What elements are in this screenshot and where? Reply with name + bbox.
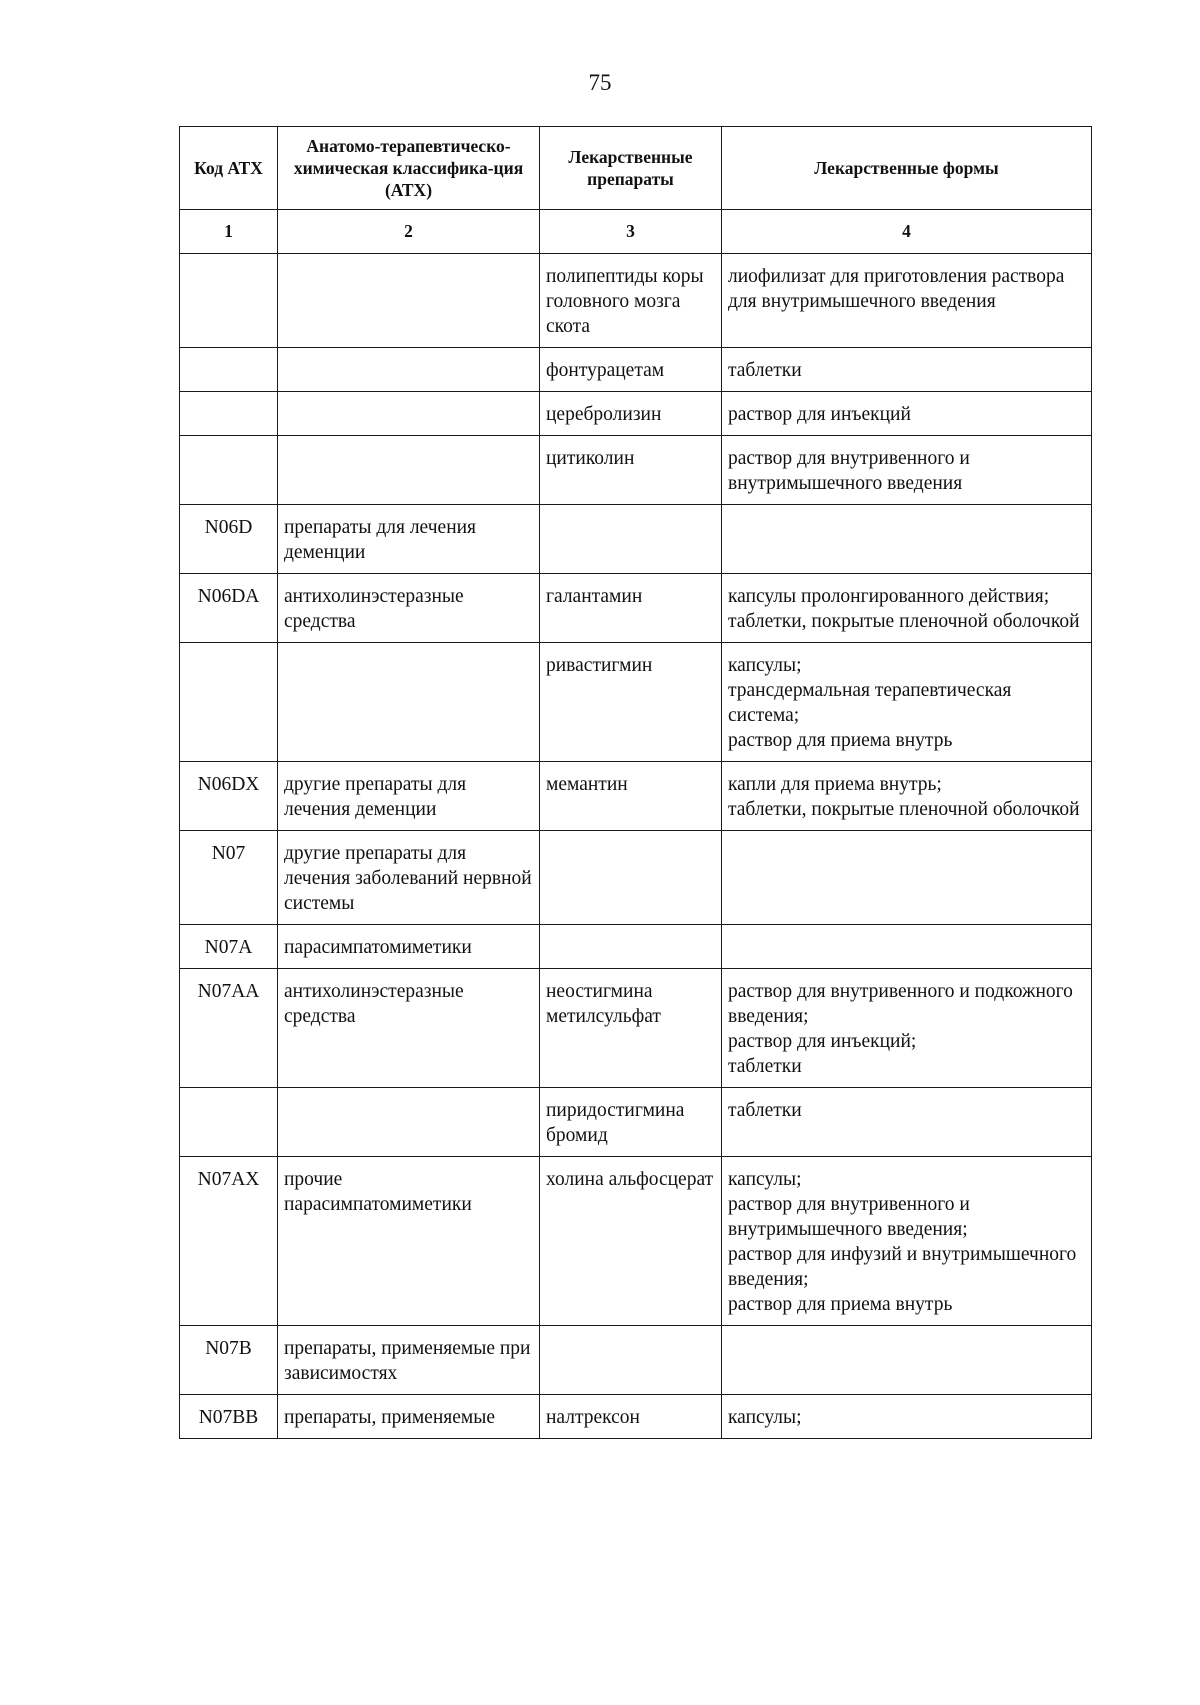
drug-cell: церебролизин (540, 392, 722, 436)
table-row (180, 1395, 1092, 1439)
dosage-forms-cell (722, 925, 1092, 969)
dosage-form-line: таблетки, покрытые пленочной оболочкой (728, 611, 1080, 632)
atx-code-cell: N07BB (180, 1395, 278, 1439)
column-number: 1 (180, 210, 278, 254)
classification-cell: парасимпатомиметики (278, 925, 540, 969)
classification-cell: другие препараты для лечения заболеваний нервной системы (278, 831, 540, 925)
dosage-forms-cell (722, 1157, 1092, 1326)
dosage-form-line: капсулы пролонгированного действия; (728, 586, 1050, 607)
classification-cell (278, 254, 540, 348)
dosage-form-line: раствор для приема внутрь (728, 1294, 953, 1315)
drug-cell (540, 831, 722, 925)
dosage-forms-cell (722, 436, 1092, 505)
dosage-form-line: таблетки (728, 360, 802, 381)
atx-table (179, 126, 1092, 1439)
atx-code-cell: N07A (180, 925, 278, 969)
dosage-forms-cell (722, 969, 1092, 1088)
dosage-form-line: раствор для внутривенного и подкожного введения; (728, 981, 1073, 1027)
drug-cell (540, 505, 722, 574)
table-row (180, 969, 1092, 1088)
header-drugs: Лекарственные препараты (540, 127, 722, 210)
table-row (180, 831, 1092, 925)
table-row (180, 1088, 1092, 1157)
dosage-forms-cell (722, 762, 1092, 831)
header-forms: Лекарственные формы (722, 127, 1092, 210)
drug-cell: неостигмина метилсульфат (540, 969, 722, 1088)
drug-cell: ривастигмин (540, 643, 722, 762)
classification-cell: прочие парасимпатомиметики (278, 1157, 540, 1326)
dosage-form-line: трансдермальная терапевтическая система; (728, 680, 1012, 726)
atx-code-cell: N06DX (180, 762, 278, 831)
classification-cell: антихолинэстеразные средства (278, 574, 540, 643)
classification-cell (278, 1088, 540, 1157)
drug-cell: цитиколин (540, 436, 722, 505)
drug-cell: холина альфосцерат (540, 1157, 722, 1326)
classification-cell (278, 392, 540, 436)
classification-cell (278, 643, 540, 762)
dosage-forms-cell (722, 348, 1092, 392)
dosage-form-line: таблетки, покрытые пленочной оболочкой (728, 799, 1080, 820)
table-row (180, 574, 1092, 643)
atx-code-cell (180, 436, 278, 505)
classification-cell: препараты, применяемые при зависимостях (278, 1326, 540, 1395)
atx-code-cell: N07AA (180, 969, 278, 1088)
drug-cell: налтрексон (540, 1395, 722, 1439)
atx-code-cell: N06DA (180, 574, 278, 643)
dosage-forms-cell (722, 1395, 1092, 1439)
drug-cell: фонтурацетам (540, 348, 722, 392)
atx-code-cell (180, 348, 278, 392)
dosage-form-line: капли для приема внутрь; (728, 774, 942, 795)
drug-cell (540, 925, 722, 969)
dosage-form-line: раствор для инфузий и внутримышечного введения; (728, 1244, 1077, 1290)
dosage-form-line: лиофилизат для приготовления раствора для внутримышечного введения (728, 266, 1065, 312)
dosage-forms-cell (722, 574, 1092, 643)
dosage-forms-cell (722, 392, 1092, 436)
atx-code-cell (180, 392, 278, 436)
drug-cell (540, 1326, 722, 1395)
dosage-forms-cell (722, 1088, 1092, 1157)
table-row (180, 348, 1092, 392)
classification-cell (278, 436, 540, 505)
dosage-form-line: раствор для инъекций; (728, 1031, 917, 1052)
dosage-forms-cell (722, 505, 1092, 574)
classification-cell: другие препараты для лечения деменции (278, 762, 540, 831)
atx-code-cell: N06D (180, 505, 278, 574)
atx-code-cell (180, 1088, 278, 1157)
classification-cell (278, 348, 540, 392)
atx-code-cell (180, 643, 278, 762)
drug-cell: мемантин (540, 762, 722, 831)
table-row (180, 925, 1092, 969)
page-number: 75 (588, 70, 612, 95)
table-row (180, 436, 1092, 505)
drug-cell: полипептиды коры головного мозга скота (540, 254, 722, 348)
table-row (180, 1326, 1092, 1395)
dosage-forms-cell (722, 831, 1092, 925)
drug-cell: пиридостигмина бромид (540, 1088, 722, 1157)
column-number: 3 (540, 210, 722, 254)
dosage-form-line: раствор для инъекций (728, 404, 911, 425)
drug-cell: галантамин (540, 574, 722, 643)
header-classification: Анатомо-терапевтическо-химическая классифика-ция (АТХ) (278, 127, 540, 210)
table-row (180, 762, 1092, 831)
dosage-form-line: раствор для внутривенного и внутримышечного введения (728, 448, 970, 494)
column-number: 4 (722, 210, 1092, 254)
dosage-forms-cell (722, 1326, 1092, 1395)
table-row (180, 392, 1092, 436)
dosage-form-line: капсулы; (728, 655, 802, 676)
dosage-form-line: таблетки (728, 1100, 802, 1121)
dosage-forms-cell (722, 254, 1092, 348)
table-row (180, 1157, 1092, 1326)
header-code: Код АТХ (180, 127, 278, 210)
atx-code-cell: N07AX (180, 1157, 278, 1326)
column-number: 2 (278, 210, 540, 254)
classification-cell: препараты, применяемые (278, 1395, 540, 1439)
atx-code-cell: N07B (180, 1326, 278, 1395)
dosage-form-line: таблетки (728, 1056, 802, 1077)
header-row (180, 127, 1092, 210)
dosage-form-line: раствор для приема внутрь (728, 730, 953, 751)
table-row (180, 254, 1092, 348)
classification-cell: антихолинэстеразные средства (278, 969, 540, 1088)
dosage-form-line: раствор для внутривенного и внутримышечного введения; (728, 1194, 970, 1240)
classification-cell: препараты для лечения деменции (278, 505, 540, 574)
column-number-row (180, 210, 1092, 254)
dosage-form-line: капсулы; (728, 1169, 802, 1190)
dosage-form-line: капсулы; (728, 1407, 802, 1428)
atx-code-cell (180, 254, 278, 348)
table-row (180, 643, 1092, 762)
table-row (180, 505, 1092, 574)
atx-code-cell: N07 (180, 831, 278, 925)
dosage-forms-cell (722, 643, 1092, 762)
